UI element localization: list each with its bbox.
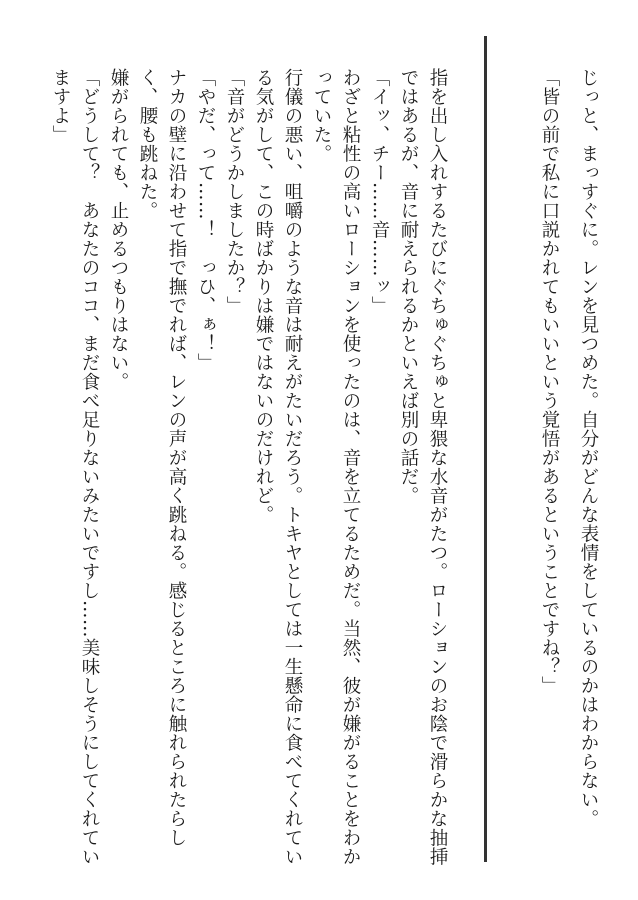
upper-paragraph-2: 「皆の前で私に口説かれてもいいという覚悟があるということですね？」 [539,68,560,695]
upper-paragraph-1: じっと、まっすぐに。レンを見つめた。自分がどんな表情をしているのかはわからない。 [578,68,599,828]
main-paragraph-3: わざと粘性の高いローションを使ったのは、音を立てるためだ。当然、彼が嫌がることをわかっていた。 [311,68,361,866]
main-paragraph-5: 「音がどうかしましたか？」 [224,68,245,315]
main-paragraph-8: 嫌がられても、止めるつもりはない。 [108,68,129,391]
main-paragraph-7: ナカの壁に沿わせて指で撫でれば、レンの声が高く跳ねる。感じるところに触れられたらしく、腰も跳ねた。 [137,68,187,847]
main-paragraph-4: 行儀の悪い、咀嚼のような音は耐えがたいだろう。トキヤとしては一生懸命に食べてくれている気がして、この時ばかりは嫌ではないのだけれど。 [253,68,303,866]
main-paragraph-6: 「やだ、って……！ っひ、ぁ！」 [195,68,216,372]
main-text-block [52,68,452,868]
main-paragraph-2: 「イッ、チー……音……ッ」 [369,68,390,315]
main-paragraph-9: 「どうして？ あなたのココ、まだ食べ足りないみたいですし……美味しそうにしてくれていますよ」 [50,68,100,866]
upper-text-block [498,68,608,868]
main-paragraph-1: 指を出し入れするたびにぐちゅぐちゅと卑猥な水音がたつ。ローションのお陰で滑らかな抽挿ではあるが、音に耐えられるかといえば別の話だ。 [398,68,448,866]
section-divider-line [484,36,487,862]
